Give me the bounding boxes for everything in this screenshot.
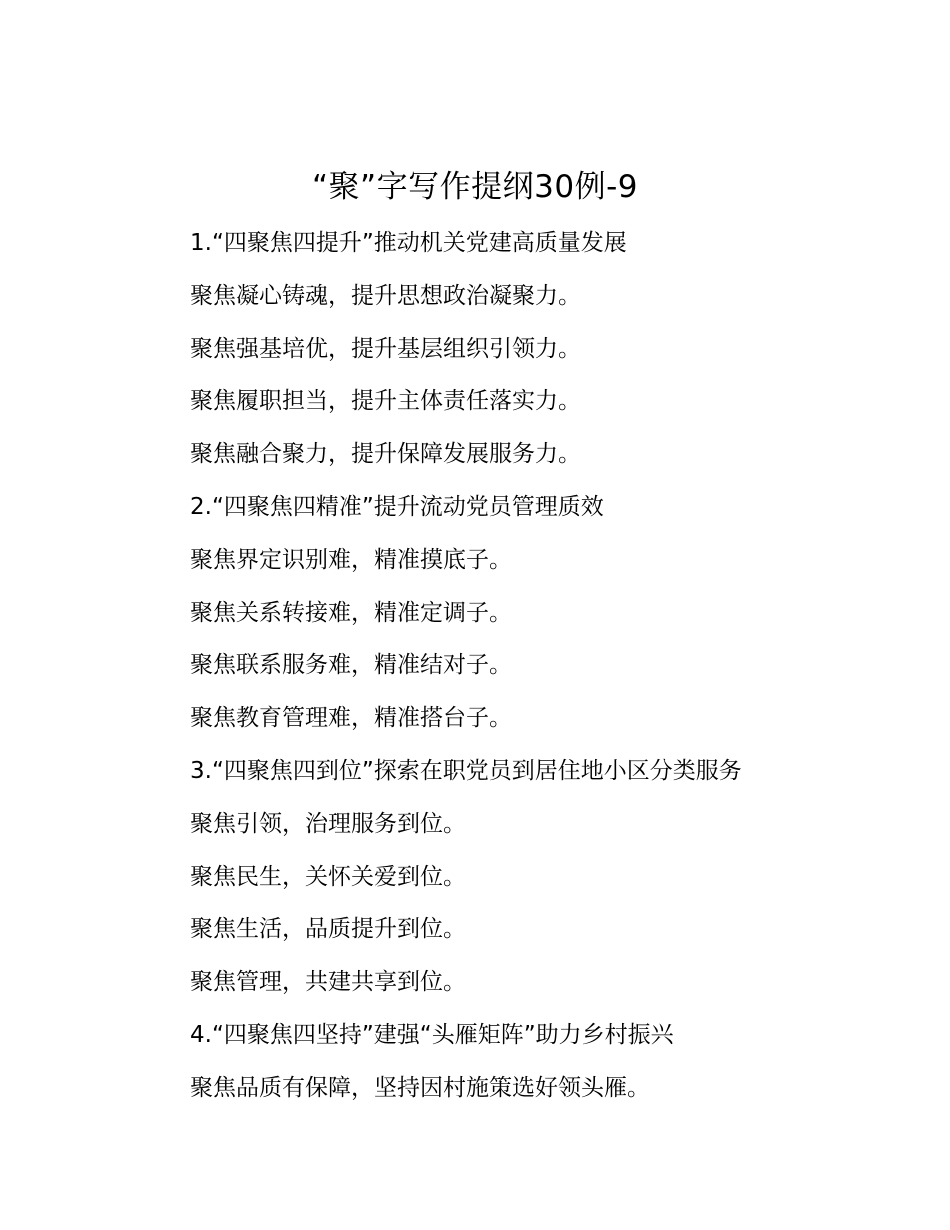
body-line: 聚焦管理，共建共享到位。	[190, 969, 466, 996]
body-line: 聚焦联系服务难，精准结对子。	[190, 652, 512, 679]
section-heading: 2.“四聚焦四精准”提升流动党员管理质效	[190, 493, 604, 520]
document-body	[190, 221, 910, 1119]
body-line: 聚焦教育管理难，精准搭台子。	[190, 705, 512, 732]
body-line: 聚焦关系转接难，精准定调子。	[190, 599, 512, 626]
body-line: 聚焦凝心铸魂，提升思想政治凝聚力。	[190, 282, 581, 309]
document-title: “聚”字写作提纲30例-9	[312, 169, 638, 205]
body-line: 聚焦民生，关怀关爱到位。	[190, 863, 466, 890]
section-heading: 3.“四聚焦四到位”探索在职党员到居住地小区分类服务	[190, 757, 742, 784]
section-heading: 1.“四聚焦四提升”推动机关党建高质量发展	[190, 230, 627, 256]
body-line: 聚焦品质有保障，坚持因村施策选好领头雁。	[190, 1074, 650, 1101]
body-line: 聚焦履职担当，提升主体责任落实力。	[190, 388, 581, 415]
body-line: 聚焦引领，治理服务到位。	[190, 810, 466, 837]
body-line: 聚焦融合聚力，提升保障发展服务力。	[190, 441, 581, 468]
body-line: 聚焦生活，品质提升到位。	[190, 916, 466, 943]
section-heading: 4.“四聚焦四坚持”建强“头雁矩阵”助力乡村振兴	[190, 1021, 674, 1048]
body-line: 聚焦强基培优，提升基层组织引领力。	[190, 335, 581, 362]
body-line: 聚焦界定识别难，精准摸底子。	[190, 546, 512, 573]
